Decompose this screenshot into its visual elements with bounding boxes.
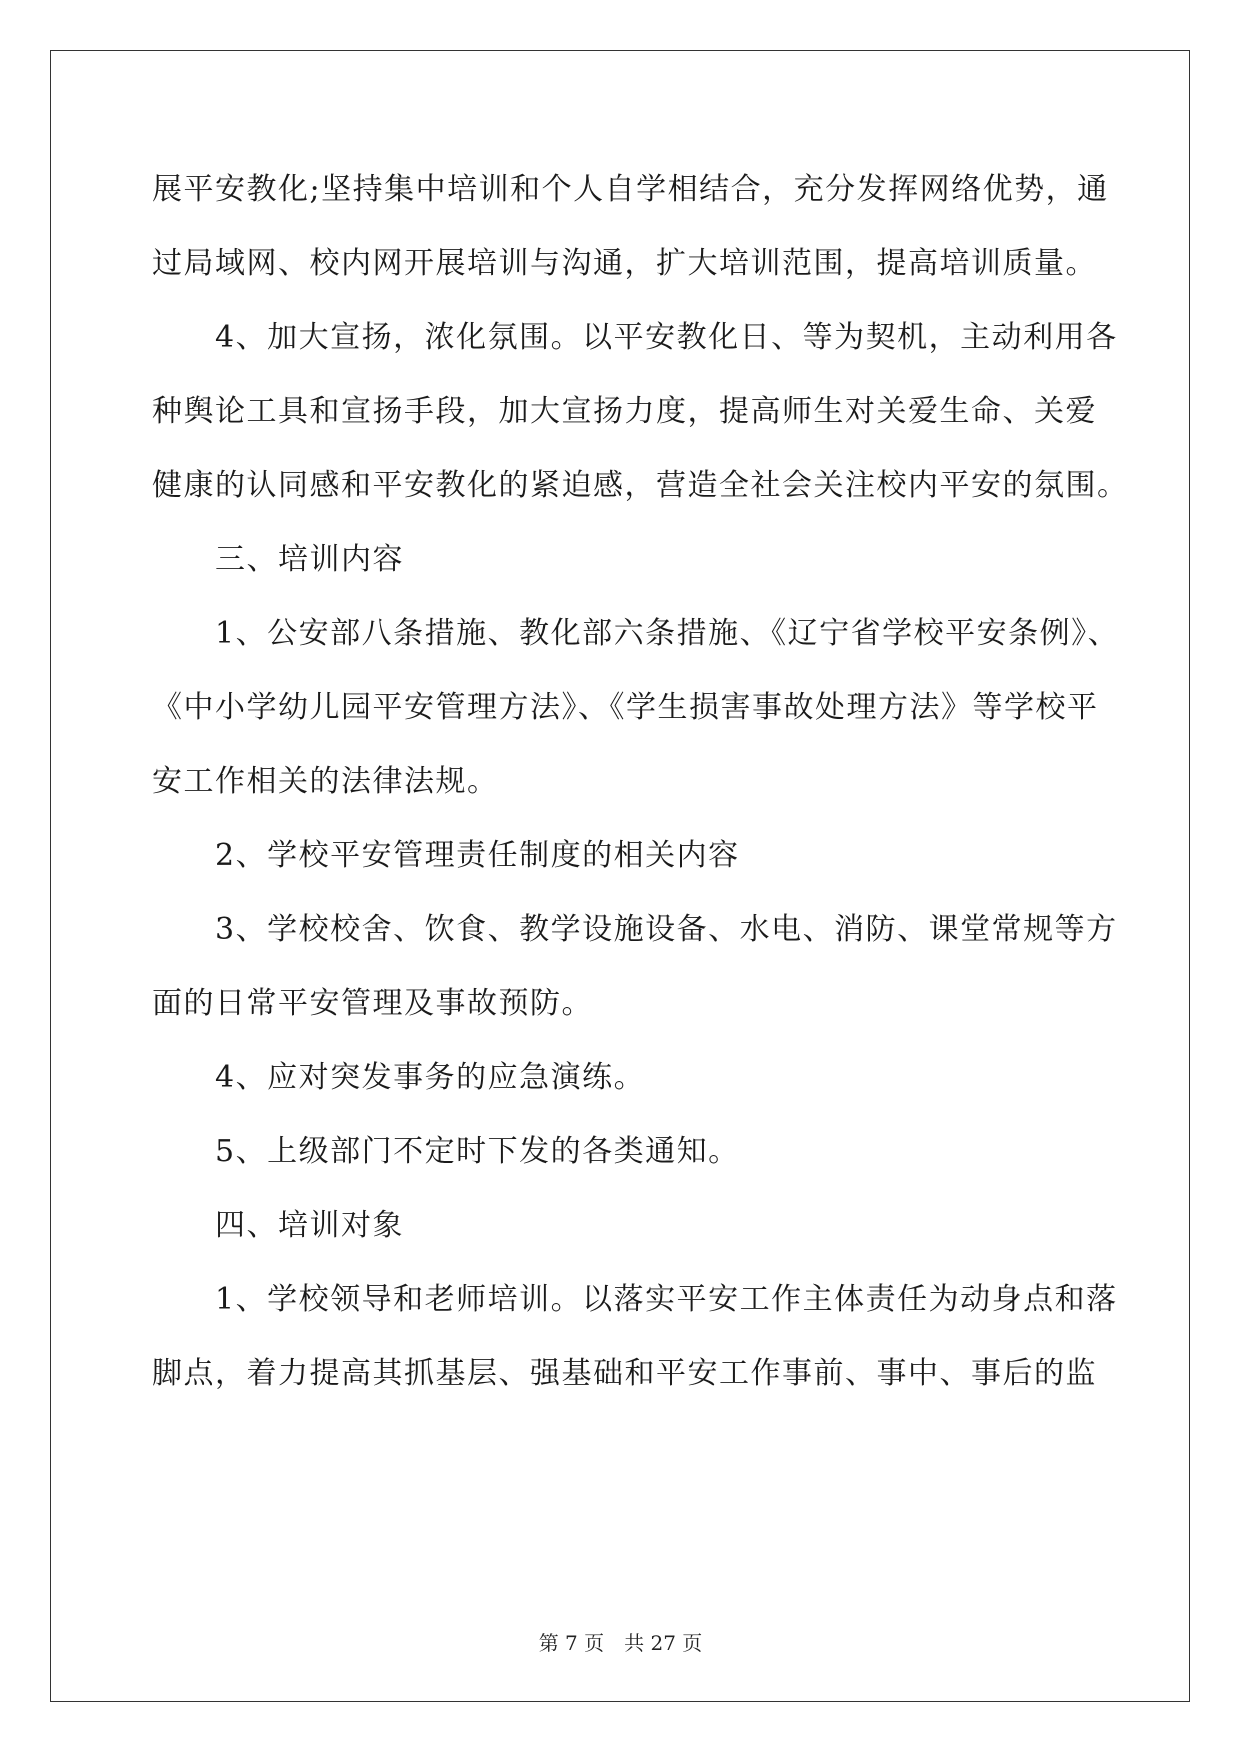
text-line: 种舆论工具和宣扬手段，加大宣扬力度，提高师生对关爱生命、关爱 [152,394,1097,429]
section-heading: 四、培训对象 [152,1208,404,1243]
text-line: 1、学校领导和老师培训。以落实平安工作主体责任为动身点和落 [152,1282,1118,1317]
text-line: 2、学校平安管理责任制度的相关内容 [152,838,740,873]
page-border [50,50,1190,1702]
section-heading: 三、培训内容 [152,542,404,577]
text-line: 面的日常平安管理及事故预防。 [152,986,593,1021]
text-line: 4、应对突发事务的应急演练。 [152,1060,646,1095]
text-line: 1、公安部八条措施、教化部六条措施、《辽宁省学校平安条例》、 [152,616,1120,651]
text-line: 过局域网、校内网开展培训与沟通，扩大培训范围，提高培训质量。 [152,246,1097,281]
text-line: 展平安教化;坚持集中培训和个人自学相结合，充分发挥网络优势，通 [152,172,1109,207]
text-line: 4、加大宣扬，浓化氛围。以平安教化日、等为契机，主动利用各 [152,320,1118,355]
page-number-footer: 第 7 页 共 27 页 [538,1631,703,1655]
text-line: 3、学校校舍、饮食、教学设施设备、水电、消防、课堂常规等方 [152,912,1118,947]
text-line: 健康的认同感和平安教化的紧迫感，营造全社会关注校内平安的氛围。 [152,468,1129,503]
text-line: 5、上级部门不定时下发的各类通知。 [152,1134,740,1169]
text-line: 脚点，着力提高其抓基层、强基础和平安工作事前、事中、事后的监 [152,1356,1097,1391]
text-line: 安工作相关的法律法规。 [152,764,499,799]
text-line: 《中小学幼儿园平安管理方法》、《学生损害事故处理方法》等学校平 [152,690,1099,725]
